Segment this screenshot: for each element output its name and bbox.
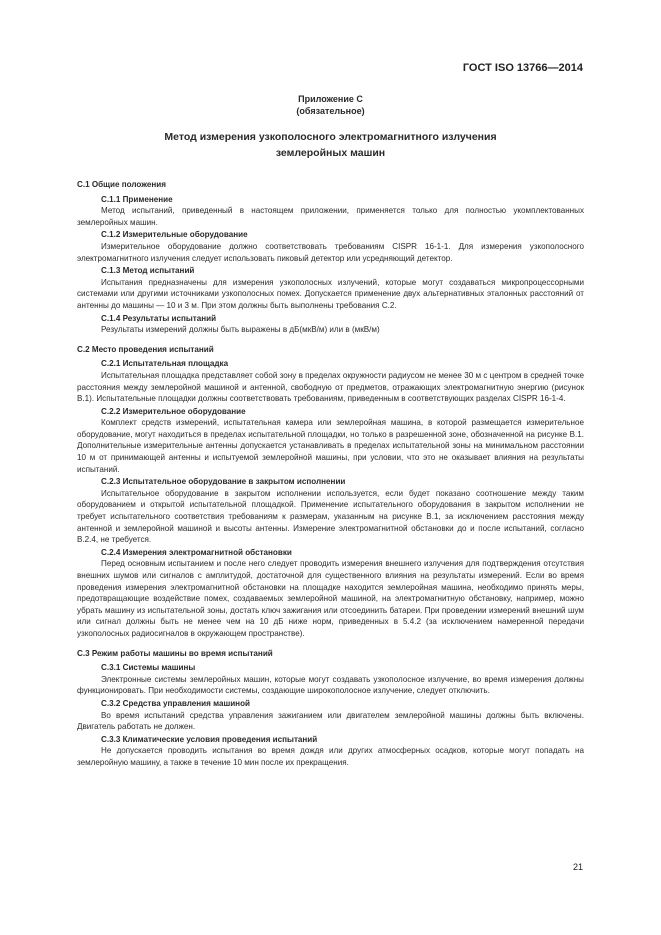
- subsection-heading: С.3.3 Климатические условия проведения испытаний: [101, 734, 318, 744]
- paragraph: Во время испытаний средства управления зажиганием или двигателем землеройной машины должны быть включены. Двигатель работать не должен.: [77, 710, 584, 732]
- annex-title: Приложение С: [298, 94, 363, 104]
- annex-heading: [0, 93, 661, 117]
- subsection-heading: С.2.3 Испытательное оборудование в закрытом исполнении: [101, 477, 346, 487]
- paragraph: Испытания предназначены для измерения узкополосных излучений, которые могут создаваться микропроцессорными системами или другими источниками узкополосных помех. Допускается применение двух альтернативных эталонных расстояний от антенны до машины — 10 и 3 м. При этом должны быть выполнены требования С.2.: [77, 277, 584, 310]
- section-heading: С.2 Место проведения испытаний: [77, 344, 214, 354]
- paragraph: Не допускается проводить испытания во время дождя или других атмосферных осадков, которые могут попадать на землеройную машину, а также в течение 10 мин после их прекращения.: [77, 746, 584, 767]
- paragraph: Измерительное оборудование должно соответствовать требованиям CISPR 16-1-1. Для измерения узкополосного электромагнитного излучения следует использовать пиковый детектор или усредняющий детектор.: [77, 241, 584, 263]
- subsection-heading: С.2.1 Испытательная площадка: [101, 359, 229, 369]
- subsection-heading: С.2.4 Измерения электромагнитной обстановки: [101, 547, 292, 557]
- subsection-heading: С.1.1 Применение: [101, 194, 173, 204]
- paragraph: Результаты измерений должны быть выражены в дБ(мкВ/м) или в (мкВ/м): [101, 325, 380, 335]
- subsection-heading: С.3.2 Средства управления машиной: [101, 698, 250, 708]
- paragraph: Испытательное оборудование в закрытом исполнении используется, если будет показано соотношение между таким оборудованием и открытой испытательной площадкой. Применение испытательного оборудования в закрытом исполнении не требует испытательного соответствия требованиям к размерам, указанным на рисунке В.1, за исключением расстояния между антенной и землеройной машиной и высоты антенны. Измерение электромагнитной обстановки до и после испытаний, согласно В.2.4, не требуется.: [77, 488, 584, 545]
- document-body: [77, 175, 584, 769]
- subsection-heading: С.1.4 Результаты испытаний: [101, 313, 217, 323]
- document-title: [0, 129, 661, 161]
- section-heading: С.3 Режим работы машины во время испытаний: [77, 648, 273, 658]
- paragraph: Электронные системы землеройных машин, которые могут создавать узкополосное излучение, во время измерения должны функционировать. При необходимости системы, создающие широкополосное излучение, следует отключить.: [77, 674, 584, 696]
- paragraph: Перед основным испытанием и после него следует проводить измерения внешнего излучения для подтверждения отсутствия внешних шумов или сигналов с амплитудой, достаточной для существенного влияния на результаты измерений. Если во время проведения измерения электромагнитной обстановки на площадке находится землеройная машина, необходимо принять меры, предотвращающие воздействие помех, создаваемых землеройной машиной, на электромагнитную обстановку, например, можно убрать машину из испытательной зоны, достать ключ зажигания или отсоединить батареи. При проведении измерений внешний шум или сигнал должны быть не менее чем на 10 дБ ниже норм, приведенных в 5.4.2 (за исключением намеренной передачи узкополосных радиосигналов в окружающем пространстве).: [77, 559, 584, 638]
- title-line-2: землеройных машин: [275, 147, 386, 159]
- subsection-heading: С.2.2 Измерительное оборудование: [101, 406, 246, 416]
- paragraph: Метод испытаний, приведенный в настоящем приложении, применяется только для полностью укомплектованных землеройных машин.: [77, 206, 584, 227]
- paragraph: Комплект средств измерений, испытательная камера или землеройная машина, в которой размещается измерительное оборудование, могут находиться в пределах испытательной площадки, но только в разрешенной зоне, обозначенной на рисунке В.1. Дополнительные измерительные антенны допускается устанавливать в пределах испытательной зоны на минимальном расстоянии 10 м от принимающей антенны и испытуемой землеройной машины, при условии, что это не оказывает влияния на результаты испытаний.: [77, 418, 584, 474]
- subsection-heading: С.1.3 Метод испытаний: [101, 266, 195, 276]
- page-number: 21: [572, 862, 583, 872]
- paragraph: Испытательная площадка представляет собой зону в пределах окружности радиусом не менее 30 м с центром в средней точке расстояния между землеройной машиной и антенной, свободную от предметов, отражающих электромагнитную энергию (рисунок В.1). Испытательные площадки должны соответствовать требованиям, приведенным в соответствующих разделах CISPR 16-1-4.: [77, 370, 584, 404]
- subsection-heading: С.1.2 Измерительные оборудование: [101, 230, 248, 240]
- standard-header: ГОСТ ISO 13766—2014: [462, 62, 583, 74]
- annex-status: (обязательное): [296, 106, 365, 116]
- subsection-heading: С.3.1 Системы машины: [101, 663, 196, 673]
- title-line-1: Метод измерения узкополосного электромагнитного излучения: [164, 131, 497, 143]
- section-heading: С.1 Общие положения: [77, 180, 166, 189]
